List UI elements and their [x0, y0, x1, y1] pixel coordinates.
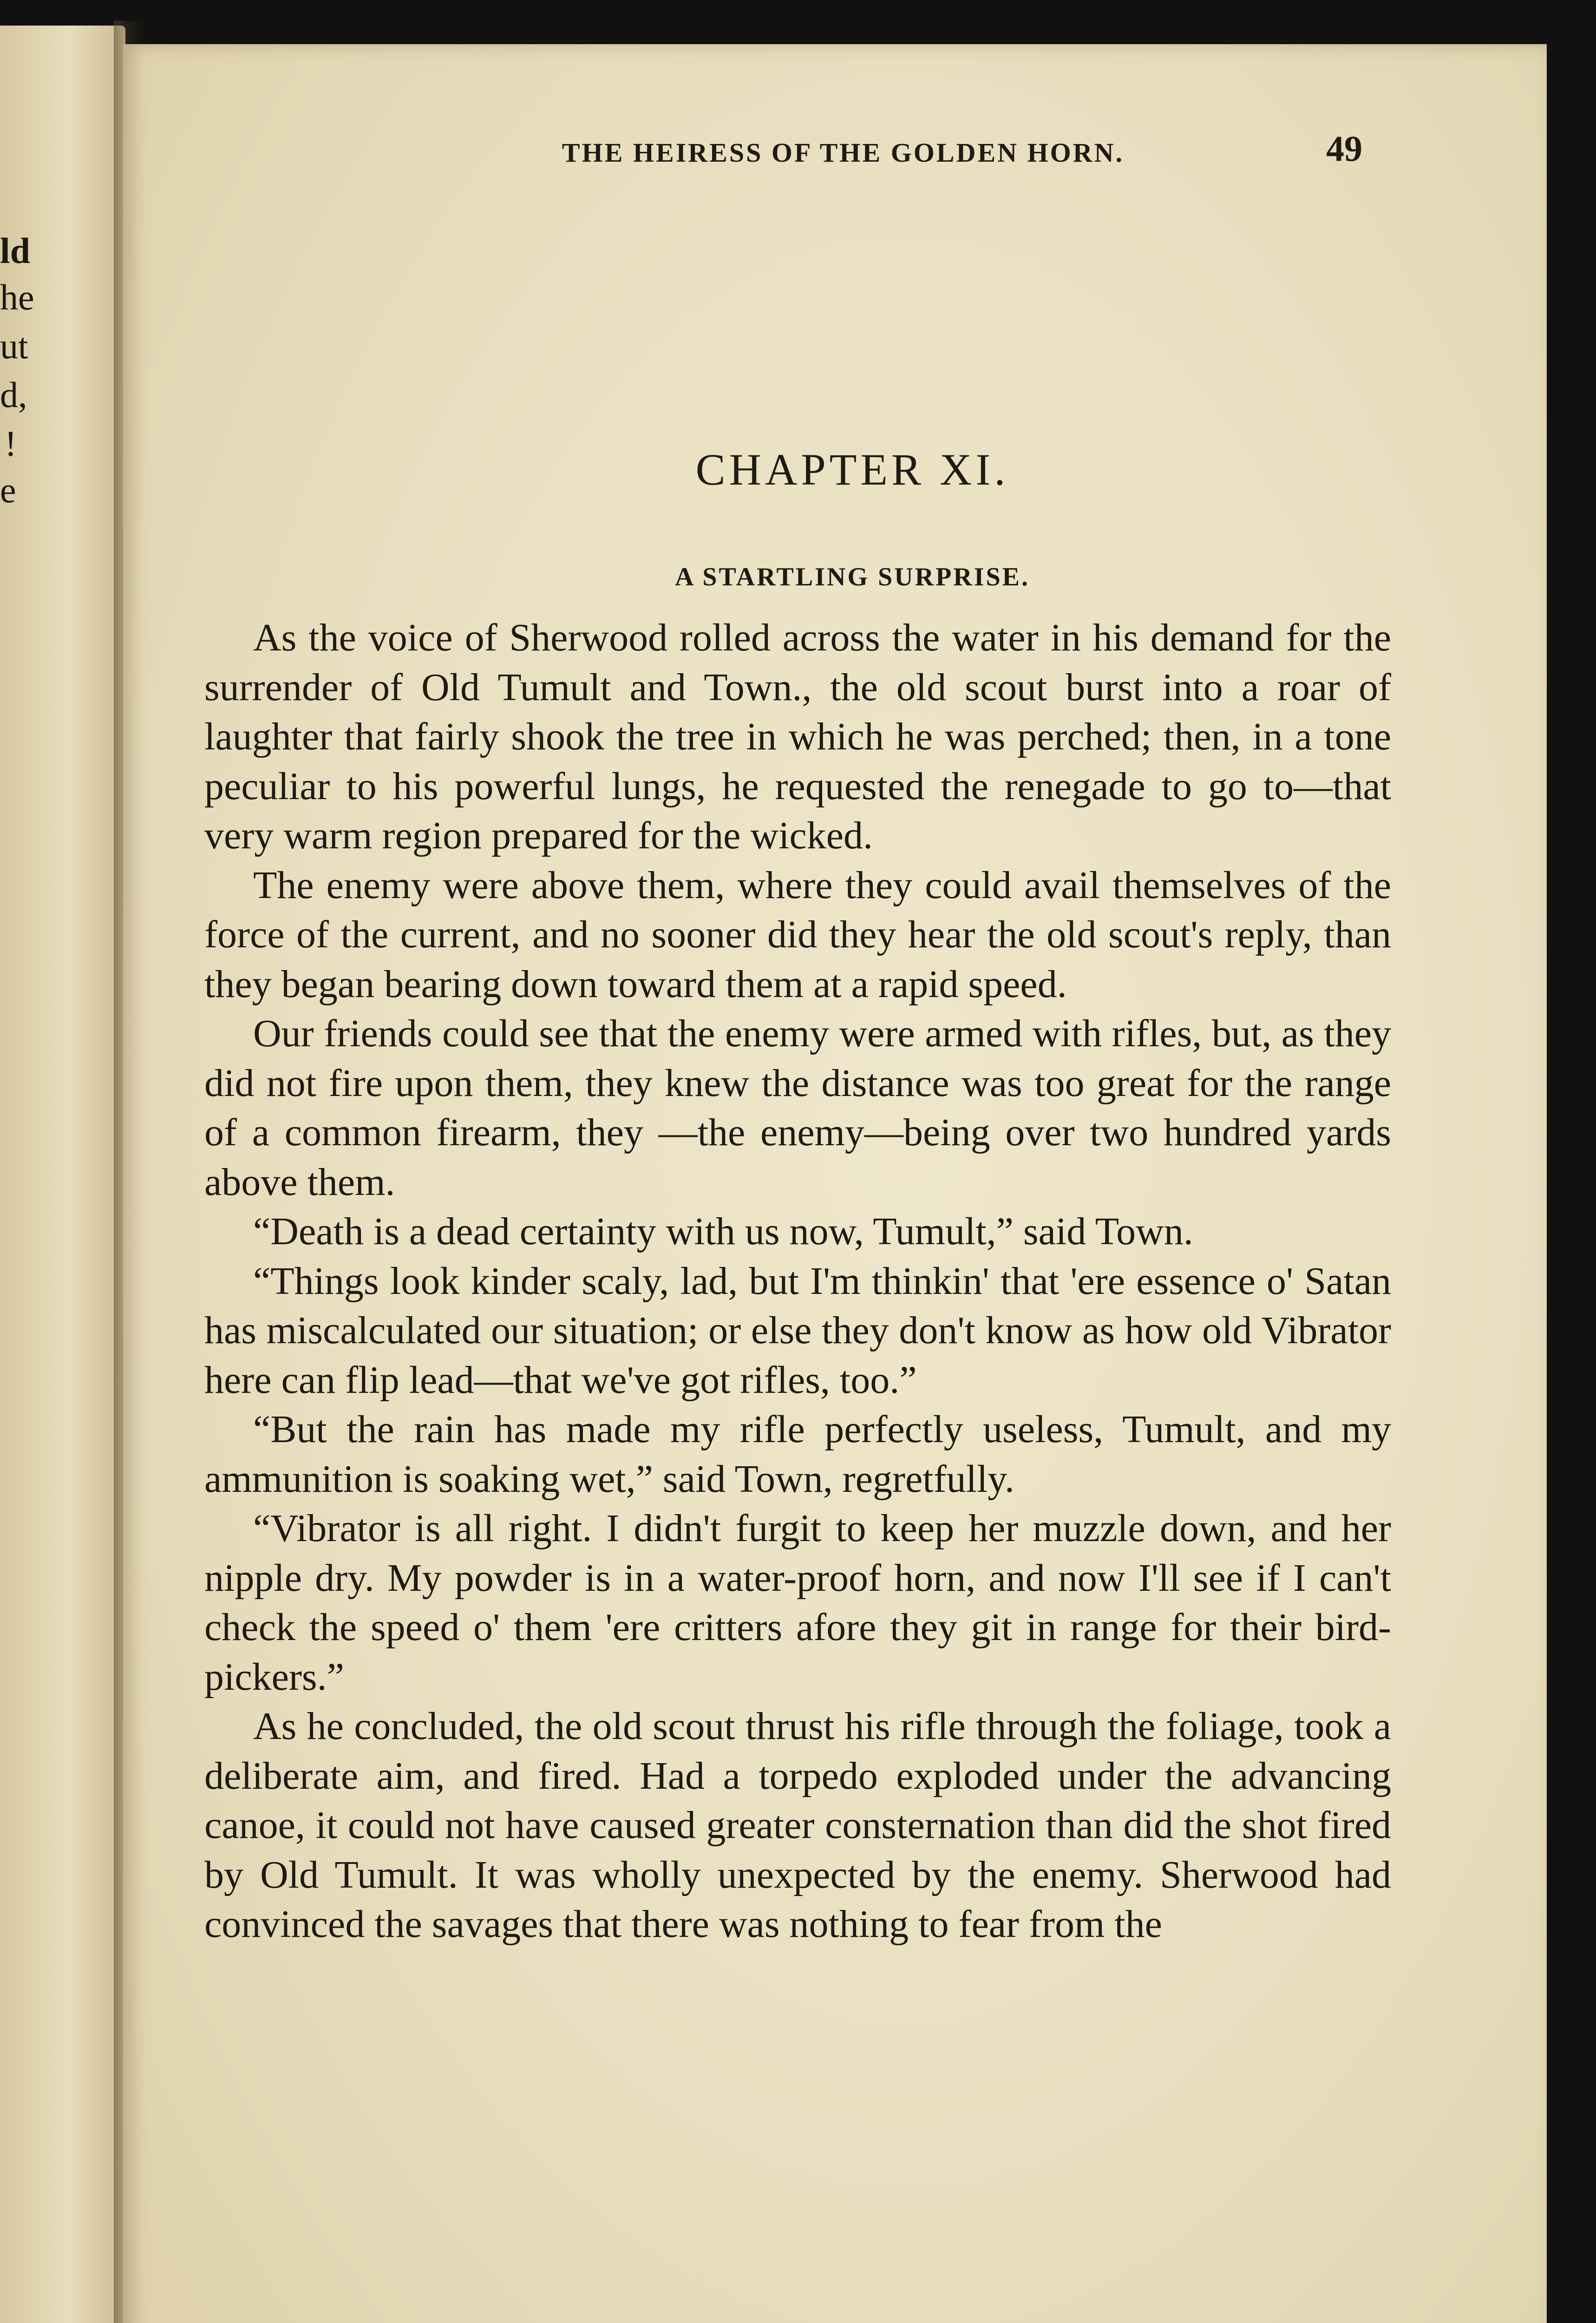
facing-page-fragment: ! — [5, 423, 17, 464]
running-title: THE HEIRESS OF THE GOLDEN HORN. — [562, 138, 1125, 168]
paragraph: “Death is a dead certainty with us now, Tumult,” said Town. — [253, 1210, 1193, 1253]
facing-page-fragment: e — [0, 470, 16, 510]
book-page — [123, 44, 1547, 2323]
page-number: 49 — [1326, 128, 1362, 169]
paragraph: As he concluded, the old scout thrust his rifle through the foliage, took a deliberate aim, and fired. Had a torpedo exploded under the advancing canoe, it could not have caused greater consternation than did the shot fired by Old Tumult. It was wholly unexpected by the enemy. Sherwood had convinced the savages that there was nothing to fear from the — [204, 1705, 1391, 1946]
facing-page-fragment: d, — [0, 374, 27, 415]
facing-page-edge — [0, 26, 125, 2323]
paragraph: Our friends could see that the enemy were armed with rifles, but, as they did not fire upon them, they knew the distance was too great for the range of a common firearm, they —the enemy—being over two hundred yards above them. — [204, 1012, 1391, 1204]
body-text — [204, 613, 1391, 1949]
paragraph: “Vibrator is all right. I didn't furgit to keep her muzzle down, and her nipple dry. My powder is in a water-proof horn, and now I'll see if I can't check the speed o' them 'ere critters afore they git in range for their bird-pickers.” — [204, 1507, 1391, 1699]
facing-page-fragment: he — [0, 277, 34, 317]
paragraph: “Things look kinder scaly, lad, but I'm thinkin' that 'ere essence o' Satan has miscalculated our situation; or else they don't know as how old Vibrator here can flip lead—that we've got rifles, too.” — [204, 1259, 1391, 1402]
facing-page-fragment: ld — [0, 230, 31, 271]
paragraph: “But the rain has made my rifle perfectly useless, Tumult, and my ammunition is soaking wet,” said Town, regretfully. — [204, 1408, 1391, 1501]
facing-page-fragment: ut — [0, 326, 28, 366]
chapter-subtitle: A STARTLING SURPRISE. — [674, 563, 1030, 591]
paragraph: As the voice of Sherwood rolled across the water in his demand for the surrender of Old Tumult and Town., the old scout burst into a roar of laughter that fairly shook the tree in which he was perched; then, in a tone peculiar to his powerful lungs, he requested the renegade to go to—that very warm region prepared for the wicked. — [204, 616, 1391, 857]
chapter-title: CHAPTER XI. — [695, 445, 1009, 494]
paragraph: The enemy were above them, where they could avail themselves of the force of the current, and no sooner did they hear the old scout's reply, than they began bearing down toward them at a rapid speed. — [204, 863, 1391, 1006]
